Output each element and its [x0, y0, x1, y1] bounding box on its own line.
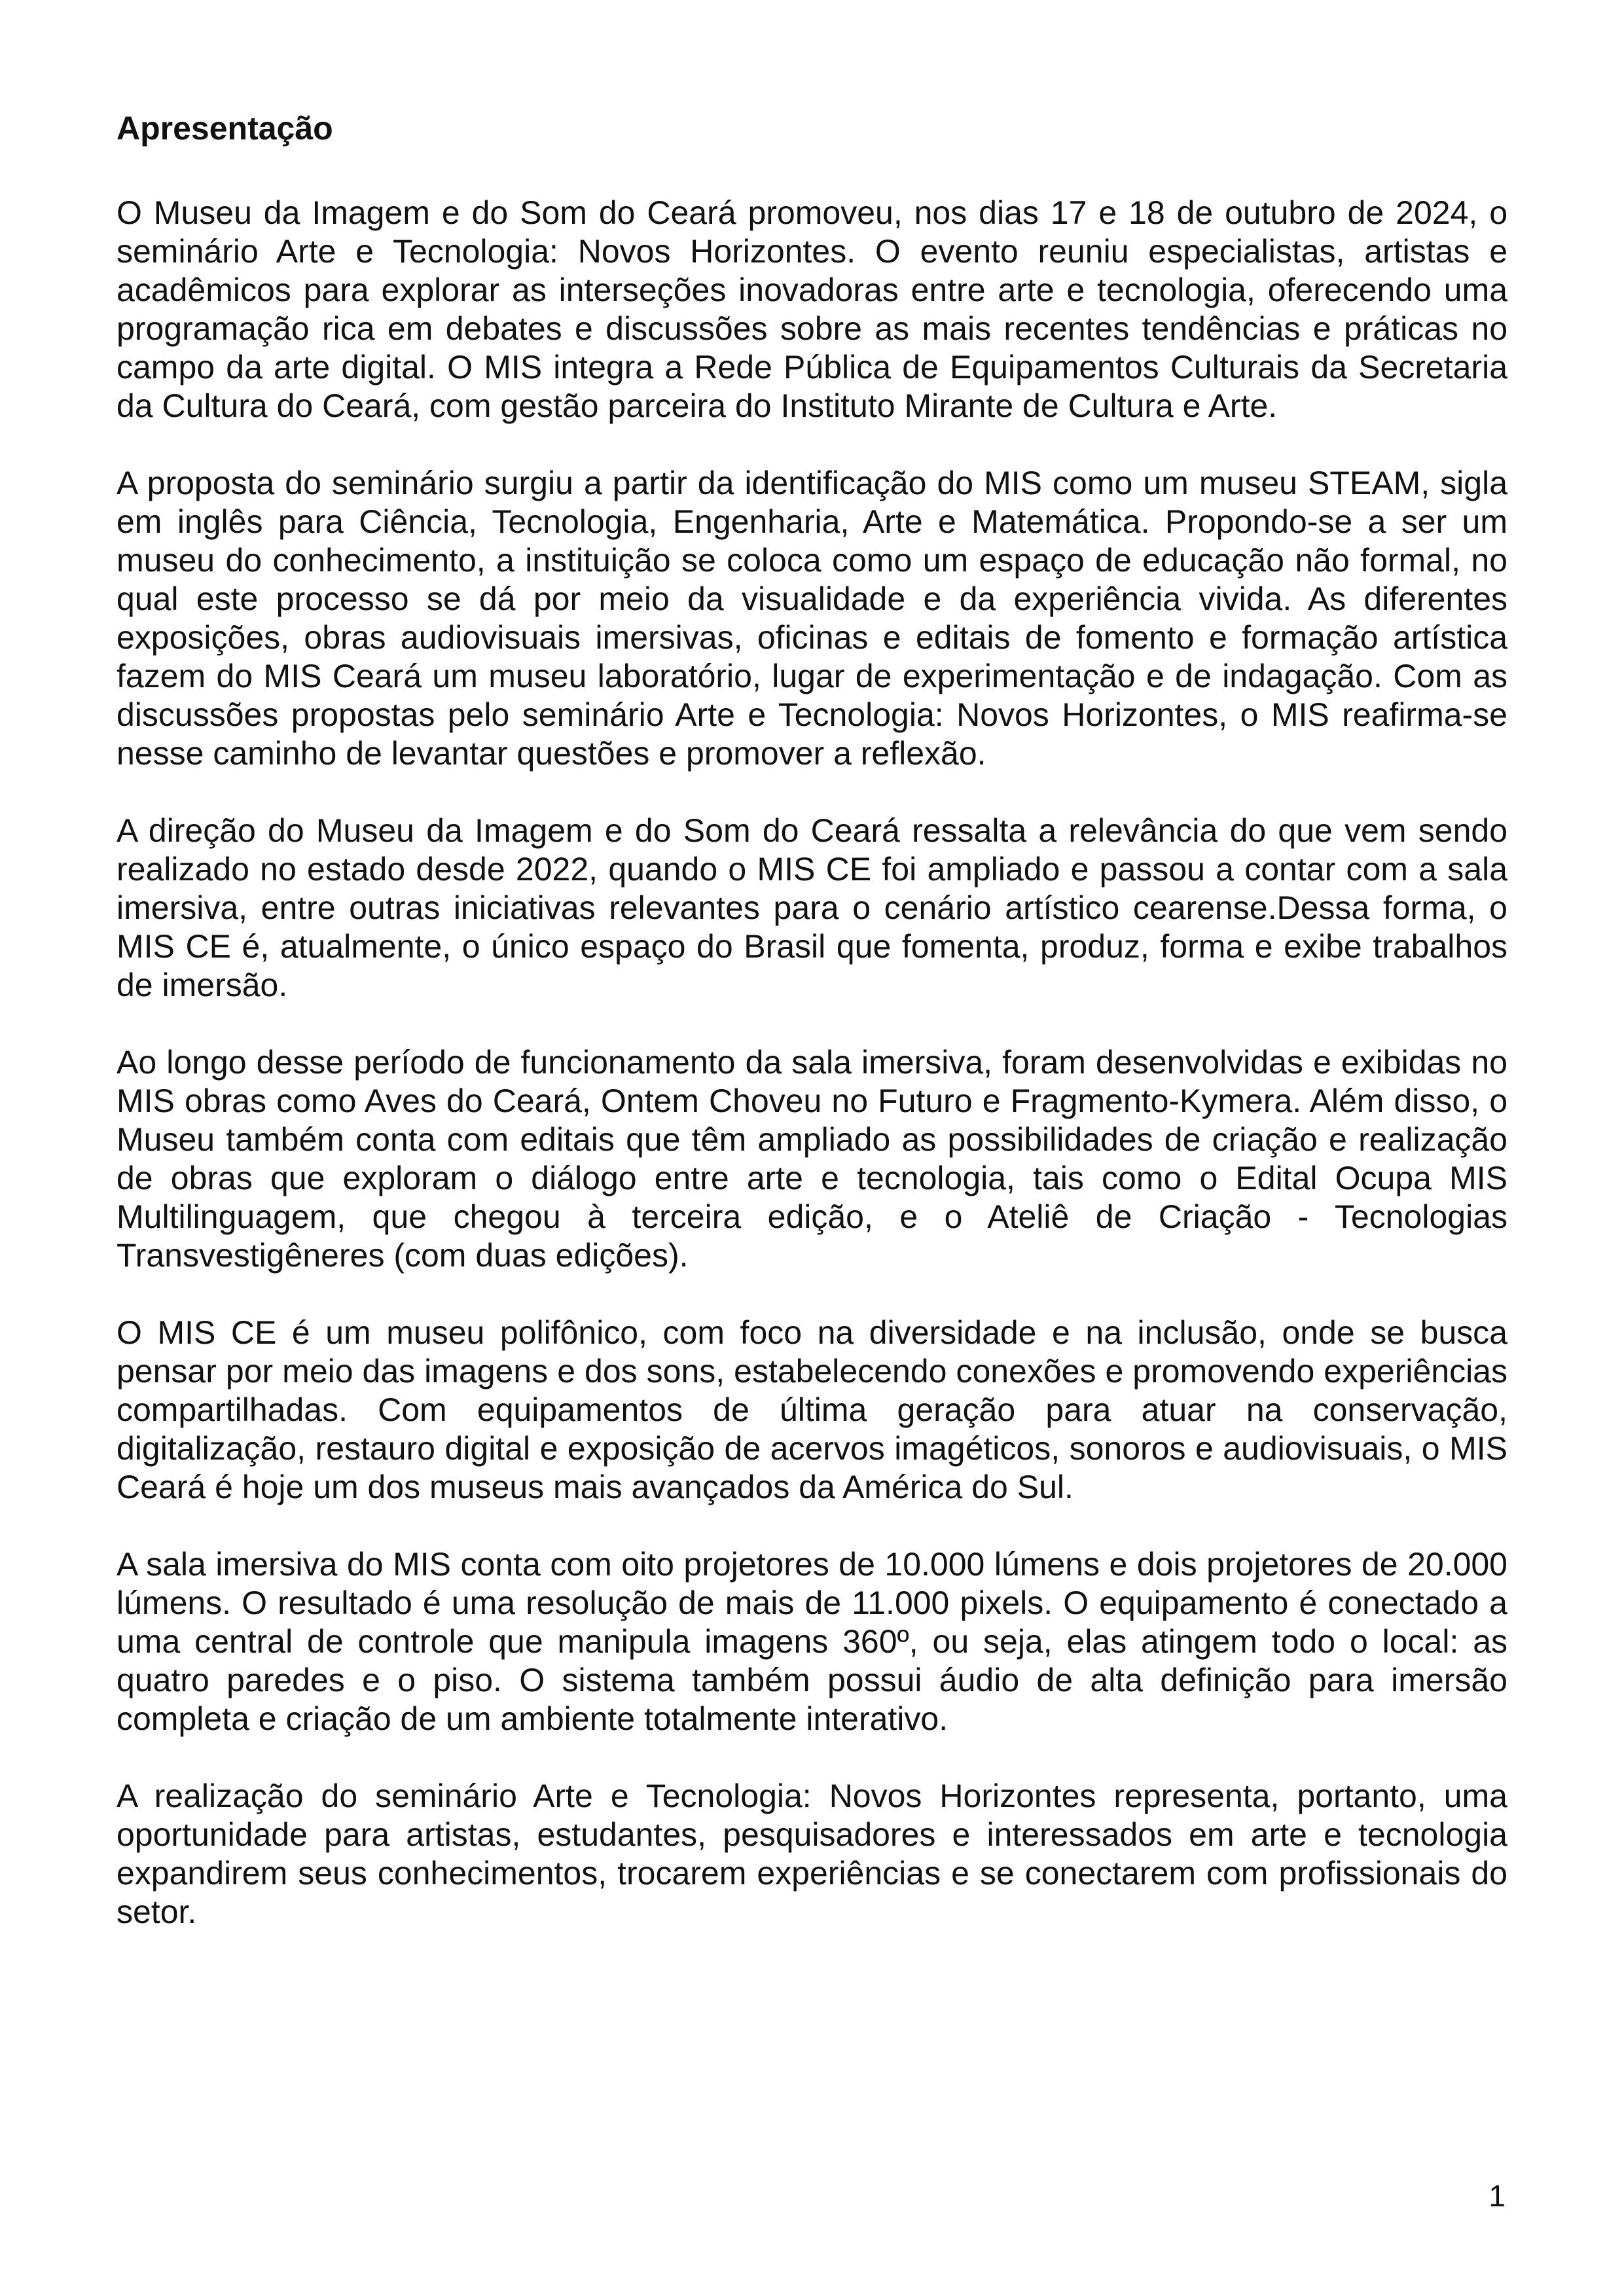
- paragraph-steam-proposal: A proposta do seminário surgiu a partir da identificação do MIS como um museu STEAM, sigla em inglês para Ciência, Tecnologia, Engenharia, Arte e Matemática. Propondo-se a ser um museu do conhecimento, a instituição se coloca como um espaço de educação não formal, no qual este processo se dá por meio da visualidade e da experiência vivida. As diferentes exposições, obras audiovisuais imersivas, oficinas e editais de fomento e formação artística fazem do MIS Ceará um museu laboratório, lugar de experimentação e de indagação. Com as discussões propostas pelo seminário Arte e Tecnologia: Novos Horizontes, o MIS reafirma-se nesse caminho de levantar questões e promover a reflexão.: [117, 465, 1507, 772]
- page-number: 1: [1489, 2179, 1506, 2213]
- paragraph-immersive-works: Ao longo desse período de funcionamento da sala imersiva, foram desenvolvidas e exibidas no MIS obras como Aves do Ceará, Ontem Choveu no Futuro e Fragmento-Kymera. Além disso, o Museu também conta com editais que têm ampliado as possibilidades de criação e realização de obras que exploram o diálogo entre arte e tecnologia, tais como o Edital Ocupa MIS Multilinguagem, que chegou à terceira edição, e o Ateliê de Criação - Tecnologias Transvestigêneres (com duas edições).: [117, 1044, 1507, 1274]
- document-page: [117, 105, 1507, 1970]
- paragraph-intro: O Museu da Imagem e do Som do Ceará promoveu, nos dias 17 e 18 de outubro de 2024, o seminário Arte e Tecnologia: Novos Horizontes. O evento reuniu especialistas, artistas e acadêmicos para explorar as interseções inovadoras entre arte e tecnologia, oferecendo uma programação rica em debates e discussões sobre as mais recentes tendências e práticas no campo da arte digital. O MIS integra a Rede Pública de Equipamentos Culturais da Secretaria da Cultura do Ceará, com gestão parceira do Instituto Mirante de Cultura e Arte.: [117, 194, 1507, 424]
- paragraph-direction: A direção do Museu da Imagem e do Som do Ceará ressalta a relevância do que vem sendo realizado no estado desde 2022, quando o MIS CE foi ampliado e passou a contar com a sala imersiva, entre outras iniciativas relevantes para o cenário artístico cearense.Dessa forma, o MIS CE é, atualmente, o único espaço do Brasil que fomenta, produz, forma e exibe trabalhos de imersão.: [117, 812, 1507, 1003]
- paragraph-conclusion: A realização do seminário Arte e Tecnologia: Novos Horizontes representa, portanto, uma oportunidade para artistas, estudantes, pesquisadores e interessados em arte e tecnologia expandirem seus conhecimentos, trocarem experiências e se conectarem com profissionais do setor.: [117, 1778, 1507, 1930]
- paragraph-immersive-room: A sala imersiva do MIS conta com oito projetores de 10.000 lúmens e dois projetores de 20.000 lúmens. O resultado é uma resolução de mais de 11.000 pixels. O equipamento é conectado a uma central de controle que manipula imagens 360º, ou seja, elas atingem todo o local: as quatro paredes e o piso. O sistema também possui áudio de alta definição para imersão completa e criação de um ambiente totalmente interativo.: [117, 1546, 1507, 1737]
- paragraph-polyphonic-museum: O MIS CE é um museu polifônico, com foco na diversidade e na inclusão, onde se busca pensar por meio das imagens e dos sons, estabelecendo conexões e promovendo experiências compartilhadas. Com equipamentos de última geração para atuar na conservação, digitalização, restauro digital e exposição de acervos imagéticos, sonoros e audiovisuais, o MIS Ceará é hoje um dos museus mais avançados da América do Sul.: [117, 1314, 1507, 1505]
- page-title: Apresentação: [117, 110, 333, 147]
